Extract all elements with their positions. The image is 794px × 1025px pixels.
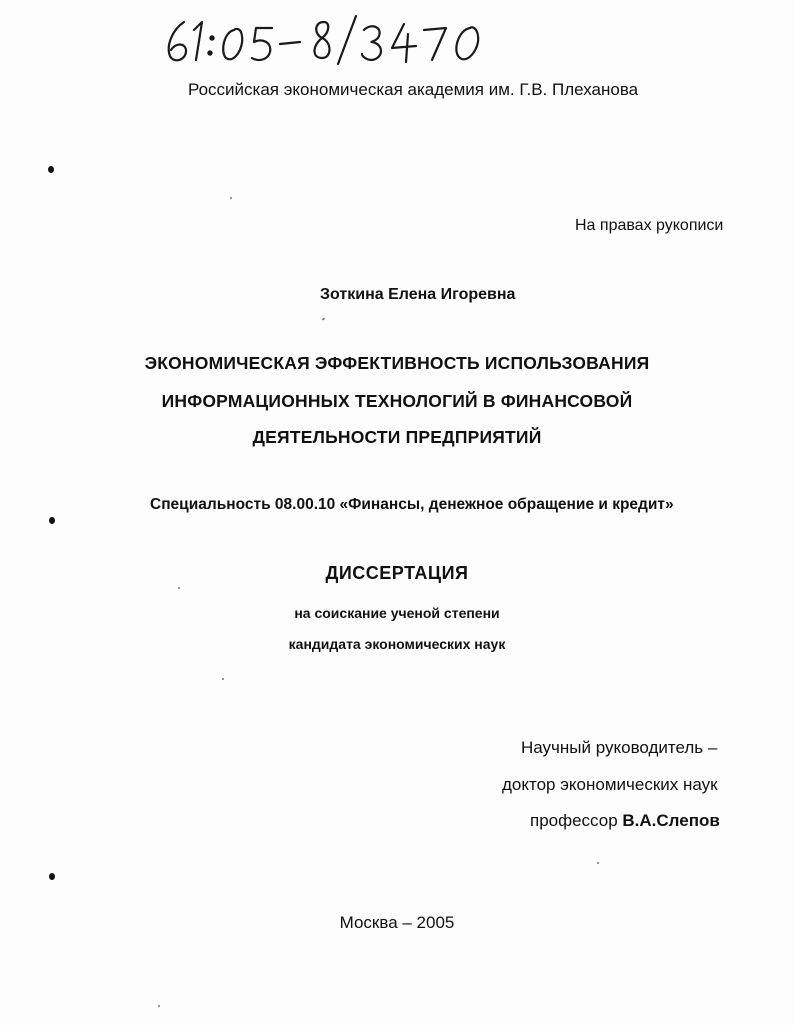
specialty-line: Специальность 08.00.10 «Финансы, денежное обращение и кредит» xyxy=(150,496,674,513)
academy-name: Российская экономическая академия им. Г.В. Плеханова xyxy=(188,80,639,99)
scan-speck xyxy=(222,678,224,680)
punch-hole-mark xyxy=(49,517,55,524)
scan-speck xyxy=(230,197,232,199)
title-line-3: ДЕЯТЕЛЬНОСТИ ПРЕДПРИЯТИЙ xyxy=(252,427,542,447)
author-name: Зоткина Елена Игоревна xyxy=(320,286,516,303)
scan-speck xyxy=(597,862,599,864)
supervisor-name-line xyxy=(530,811,720,831)
title-line-1: ЭКОНОМИЧЕСКАЯ ЭФФЕКТИВНОСТЬ ИСПОЛЬЗОВАНИЯ xyxy=(144,353,650,373)
punch-hole-mark xyxy=(48,166,54,173)
scan-speck xyxy=(322,317,326,320)
degree-line-1: на соискание ученой степени xyxy=(294,605,500,621)
document-type-label: ДИССЕРТАЦИЯ xyxy=(325,563,469,583)
title-line-2: ИНФОРМАЦИОННЫХ ТЕХНОЛОГИЙ В ФИНАНСОВОЙ xyxy=(161,391,633,411)
rights-notice: На правах рукописи xyxy=(575,217,724,234)
handwritten-code-drawing xyxy=(150,8,510,68)
supervisor-degree: доктор экономических наук xyxy=(502,775,718,794)
scan-speck xyxy=(178,587,180,589)
degree-line-2: кандидата экономических наук xyxy=(288,636,506,652)
handwritten-archive-code xyxy=(150,8,510,68)
supervisor-heading: Научный руководитель – xyxy=(521,738,718,757)
city-year: Москва – 2005 xyxy=(339,913,455,932)
supervisor-name: В.А.Слепов xyxy=(622,811,720,830)
punch-hole-mark xyxy=(49,873,55,880)
supervisor-title-prefix: профессор xyxy=(530,811,623,830)
scan-speck xyxy=(158,1005,160,1007)
